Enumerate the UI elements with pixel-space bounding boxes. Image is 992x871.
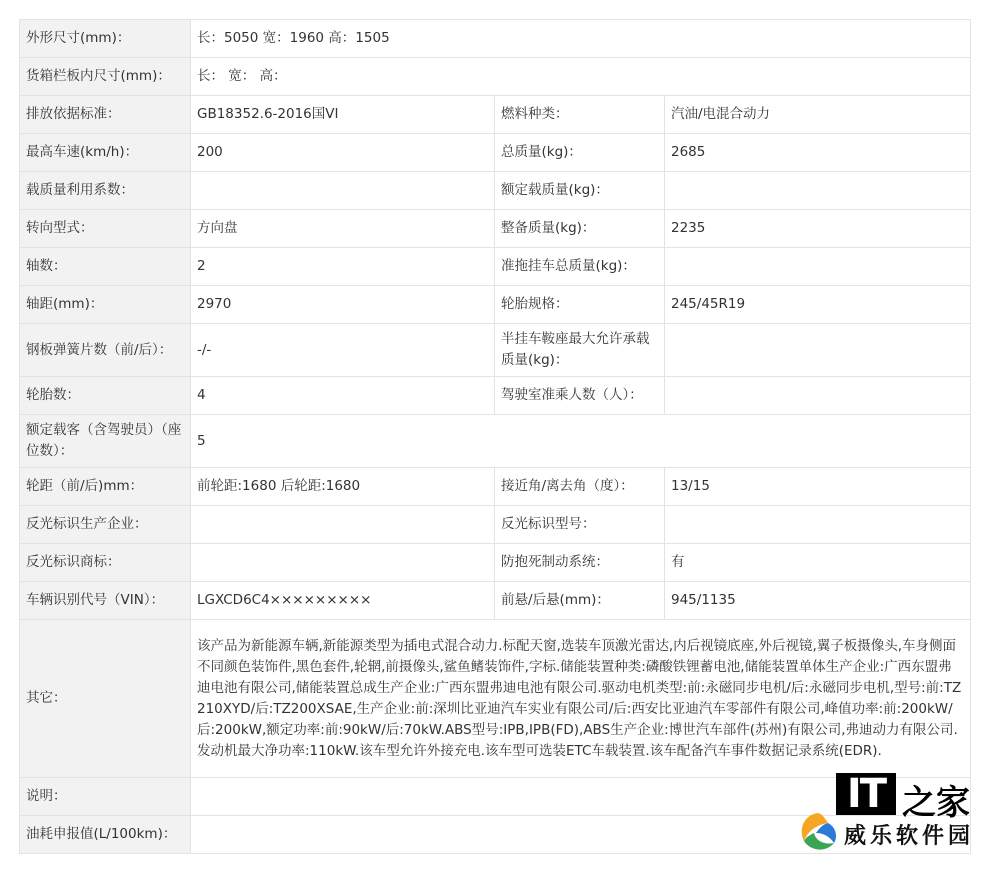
row-label: 额定载客（含驾驶员）（座位数）： xyxy=(20,415,191,468)
row-label: 反光标识生产企业： xyxy=(20,506,191,544)
row-label: 轮胎规格： xyxy=(495,286,665,324)
row-label: 最高车速(km/h)： xyxy=(20,134,191,172)
row-value xyxy=(665,172,971,210)
row-label: 反光标识型号： xyxy=(495,506,665,544)
table-row xyxy=(20,506,971,544)
row-value: GB18352.6-2016国VI xyxy=(191,96,495,134)
ithome-logo-it: IT xyxy=(836,773,896,815)
row-label: 额定载质量(kg)： xyxy=(495,172,665,210)
table-row xyxy=(20,96,971,134)
row-value: 前轮距:1680 后轮距:1680 xyxy=(191,468,495,506)
row-label: 半挂车鞍座最大允许承载质量(kg)： xyxy=(495,324,665,377)
row-label: 轮距（前/后)mm： xyxy=(20,468,191,506)
row-value xyxy=(665,248,971,286)
table-row xyxy=(20,286,971,324)
table-row xyxy=(20,324,971,377)
row-label: 油耗申报值(L/100km)： xyxy=(20,816,191,854)
row-label: 外形尺寸(mm)： xyxy=(20,20,191,58)
table-row xyxy=(20,210,971,248)
row-value: 2970 xyxy=(191,286,495,324)
row-label: 防抱死制动系统： xyxy=(495,544,665,582)
row-label: 轴数： xyxy=(20,248,191,286)
row-value: 有 xyxy=(665,544,971,582)
row-label: 排放依据标准： xyxy=(20,96,191,134)
row-value: 2685 xyxy=(665,134,971,172)
row-value: 该产品为新能源车辆,新能源类型为插电式混合动力.标配天窗,选装车顶激光雷达,内后视镜底座,外后视镜,翼子板摄像头,车身侧面不同颜色装饰件,黑色套件,轮辋,前摄像头,鲨鱼鳍装饰件,字标.储能装置种类:磷酸铁锂蓄电池,储能装置单体生产企业:广西东盟弗迪电池有限公司,储能装置总成生产企业:广西东盟弗迪电池有限公司.驱动电机类型:前:永磁同步电机/后:永磁同步电机,型号:前:TZ210XYD/后:TZ200XSAE,生产企业:前:深圳比亚迪汽车实业有限公司/后:西安比亚迪汽车零部件有限公司,峰值功率:前:200kW/后:200kW,额定功率:前:90kW/后:70kW.ABS型号:IPB,IPB(FD),ABS生产企业:博世汽车部件(苏州)有限公司,弗迪动力有限公司.发动机最大净功率:110kW.该车型允许外接充电.该车型可选装ETC车载装置.该车配备汽车事件数据记录系统(EDR). xyxy=(191,620,971,778)
row-value: 2 xyxy=(191,248,495,286)
row-value: LGXCD6C4××××××××× xyxy=(191,582,495,620)
table-row xyxy=(20,134,971,172)
table-row xyxy=(20,544,971,582)
table-row xyxy=(20,20,971,58)
row-label: 前悬/后悬(mm)： xyxy=(495,582,665,620)
row-value: 13/15 xyxy=(665,468,971,506)
ithome-logo-home: 之家 xyxy=(902,783,970,823)
watermark xyxy=(794,773,984,863)
row-value: 长：5050 宽：1960 高：1505 xyxy=(191,20,971,58)
row-label: 转向型式： xyxy=(20,210,191,248)
row-value: 4 xyxy=(191,377,495,415)
row-label: 整备质量(kg)： xyxy=(495,210,665,248)
row-value xyxy=(191,544,495,582)
row-value: 方向盘 xyxy=(191,210,495,248)
table-row xyxy=(20,248,971,286)
row-value xyxy=(191,172,495,210)
row-value: 200 xyxy=(191,134,495,172)
row-label: 反光标识商标： xyxy=(20,544,191,582)
row-label: 载质量利用系数： xyxy=(20,172,191,210)
row-value xyxy=(191,506,495,544)
row-value: 945/1135 xyxy=(665,582,971,620)
table-row xyxy=(20,582,971,620)
row-label: 轮胎数： xyxy=(20,377,191,415)
row-label: 准拖挂车总质量(kg)： xyxy=(495,248,665,286)
row-value xyxy=(665,324,971,377)
row-value: 5 xyxy=(191,415,971,468)
table-row xyxy=(20,620,971,778)
row-label: 接近角/离去角（度）： xyxy=(495,468,665,506)
row-label: 车辆识别代号（VIN）： xyxy=(20,582,191,620)
row-value: 245/45R19 xyxy=(665,286,971,324)
table-row xyxy=(20,377,971,415)
row-label: 其它： xyxy=(20,620,191,778)
row-label: 货箱栏板内尺寸(mm)： xyxy=(20,58,191,96)
watermark-brand-text: 威乐软件园 xyxy=(844,824,975,849)
row-value xyxy=(665,506,971,544)
row-label: 燃料种类： xyxy=(495,96,665,134)
row-label: 驾驶室准乘人数（人）： xyxy=(495,377,665,415)
table-row xyxy=(20,468,971,506)
row-label: 说明： xyxy=(20,778,191,816)
table-row xyxy=(20,58,971,96)
spec-table xyxy=(19,19,971,854)
table-row xyxy=(20,172,971,210)
row-label: 钢板弹簧片数（前/后）： xyxy=(20,324,191,377)
row-label: 轴距(mm)： xyxy=(20,286,191,324)
table-row xyxy=(20,415,971,468)
row-value: 汽油/电混合动力 xyxy=(665,96,971,134)
row-value: -/- xyxy=(191,324,495,377)
swirl-logo-icon xyxy=(794,807,842,855)
row-value xyxy=(665,377,971,415)
row-value: 长： 宽： 高： xyxy=(191,58,971,96)
row-value: 2235 xyxy=(665,210,971,248)
row-label: 总质量(kg)： xyxy=(495,134,665,172)
